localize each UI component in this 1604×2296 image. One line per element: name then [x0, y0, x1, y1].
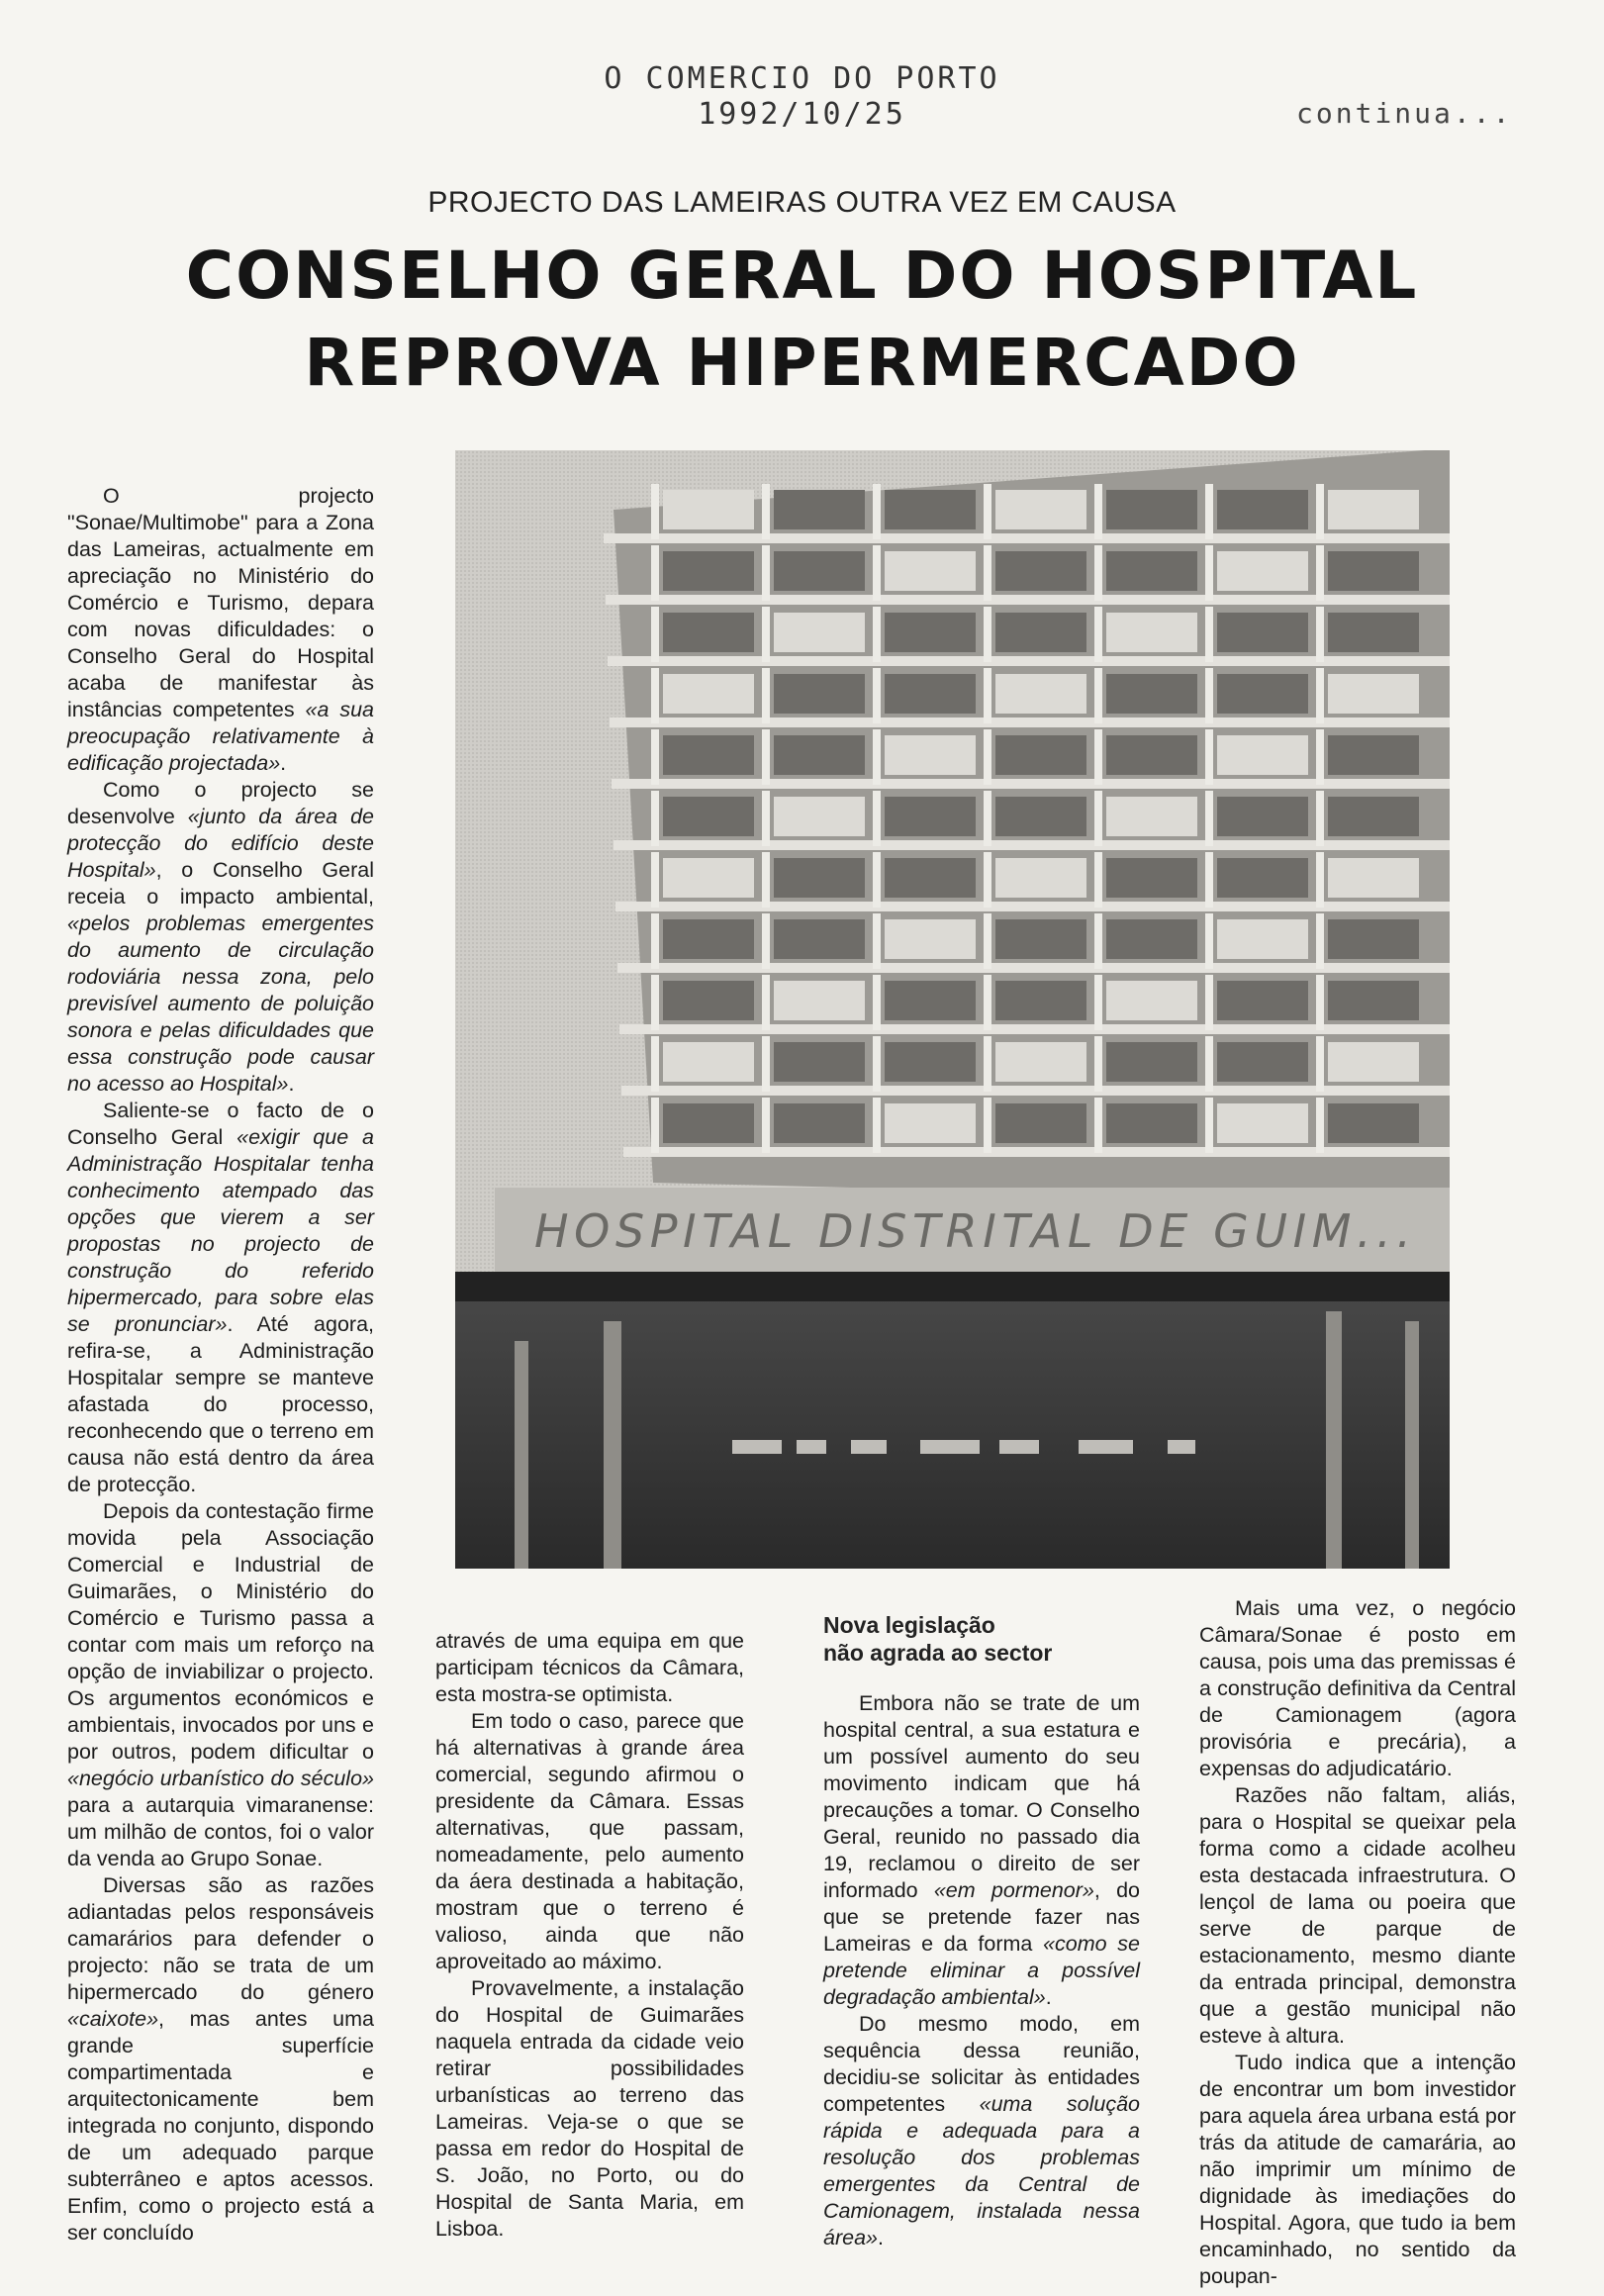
col4-paragraph-3: Tudo indica que a intenção de encontrar um bom investidor para aquela área urbana está por trás da atitude de camarária, ao não imprimir um mínimo de dignidade às imediações do Hospital. Agora, que tudo ia bem encaminhado, no sentido da poupan- [1199, 2051, 1516, 2288]
article-column-4 [1199, 1595, 1516, 2290]
article-column-3 [823, 1611, 1140, 2251]
col1-paragraph-5: Diversas são as razões adiantadas pelos responsáveis camarários para defender o projecto: não se trata de um hipermercado do género «caixote», mas antes uma grande superfície compartimentada e arquitectonicamente bem integrada no conjunto, dispondo de um adequado parque subterrâneo e aptos acessos. Enfim, como o projecto está a ser concluído [67, 1873, 374, 2245]
col1-paragraph-1: O projecto "Sonae/Multimobe" para a Zona das Lameiras, actualmente em apreciação no Ministério do Comércio e Turismo, depara com novas dificuldades: o Conselho Geral do Hospital acaba de manifestar às instâncias competentes «a sua preocupação relativamente à edificação projectada». [67, 484, 374, 775]
col4-paragraph-2: Razões não faltam, aliás, para o Hospital se queixar pela forma como a cidade acolheu esta destacada infraestrutura. O lençol de lama ou poeira que serve de parque de estacionamento, mesmo diante da entrada principal, demonstra que a gestão municipal não esteve à altura. [1199, 1783, 1516, 2048]
headline-line-2: REPROVA HIPERMERCADO [304, 325, 1300, 401]
col4-paragraph-1: Mais uma vez, o negócio Câmara/Sonae é posto em causa, pois uma das premissas é a construção definitiva da Central de Camionagem (agora provisória e precária), a expensas do adjudicatário. [1199, 1596, 1516, 1780]
col3-paragraph-1: Embora não se trate de um hospital central, a sua estatura e um possível aumento do seu movimento indicam que há precauções a tomar. O Conselho Geral, reunido no passado dia 19, reclamou o direito de ser informado «em pormenor», do que se pretende fazer nas Lameiras e da forma «como se pretende eliminar a possível degradação ambiental». [823, 1691, 1140, 2009]
article-column-2 [435, 1628, 744, 2243]
col1-paragraph-2: Como o projecto se desenvolve «junto da área de protecção do edifício deste Hospital», o Conselho Geral receia o impacto ambiental, «pelos problemas emergentes do aumento de circulação rodoviária nessa zona, pelo previsível aumento de poluição sonora e pelas dificuldades que essa construção pode causar no acesso ao Hospital». [67, 778, 374, 1096]
article-kicker: PROJECTO DAS LAMEIRAS OUTRA VEZ EM CAUSA [427, 186, 1177, 219]
hospital-photo [455, 450, 1450, 1569]
col1-paragraph-4: Depois da contestação firme movida pela Associação Comercial e Industrial de Guimarães, o Ministério do Comércio e Turismo passa a contar com mais um reforço na opção de inviabilizar o projecto. Os argumentos económicos e ambientais, invocados por uns e por outros, podem dificultar o «negócio urbanístico do século» para a autarquia vimaranense: um milhão de contos, foi o valor da venda ao Grupo Sonae. [67, 1499, 374, 1870]
col3-paragraph-2: Do mesmo modo, em sequência dessa reunião, decidiu-se solicitar às entidades competentes «uma solução rápida e adequada para a resolução dos problemas emergentes da Central de Camionagem, instalada nessa área». [823, 2012, 1140, 2249]
headline-line-1: CONSELHO GERAL DO HOSPITAL [185, 238, 1419, 314]
publication-date: 1992/10/25 [698, 97, 906, 132]
col2-paragraph-3: Provavelmente, a instalação do Hospital de Guimarães naquela entrada da cidade veio retirar possibilidades urbanísticas ao terreno das Lameiras. Veja-se o que se passa em redor do Hospital de S. João, no Porto, ou do Hospital de Santa Maria, em Lisboa. [435, 1976, 744, 2241]
facade-windows [604, 484, 1450, 1157]
facade-lettering: HOSPITAL DISTRITAL DE GUIM... [534, 1204, 1425, 1258]
col2-paragraph-2: Em todo o caso, parece que há alternativas à grande área comercial, segundo afirmou o presidente da Câmara. Essas alternativas, que passam, nomeadamente, pelo aumento da áera destinada a habitação, mostram que o terreno é valioso, ainda que não aproveitado ao máximo. [435, 1709, 744, 1973]
continua-note: continua... [1296, 97, 1513, 130]
article-column-1 [67, 483, 374, 2247]
col1-paragraph-3: Saliente-se o facto de o Conselho Geral «exigir que a Administração Hospitalar tenha conhecimento atempado das opções que vierem a ser propostas no projecto de construção do referido hipermercado, para sobre elas se pronunciar». Até agora, refira-se, a Administração Hospitalar sempre se manteve afastada do processo, reconhecendo que o terreno em causa não está dentro da área de protecção. [67, 1099, 374, 1496]
subheading: Nova legislação não agrada ao sector [823, 1612, 1053, 1666]
newspaper-source: O COMERCIO DO PORTO [604, 61, 1000, 96]
col2-paragraph-1: através de uma equipa em que participam técnicos da Câmara, esta mostra-se optimista. [435, 1629, 744, 1706]
